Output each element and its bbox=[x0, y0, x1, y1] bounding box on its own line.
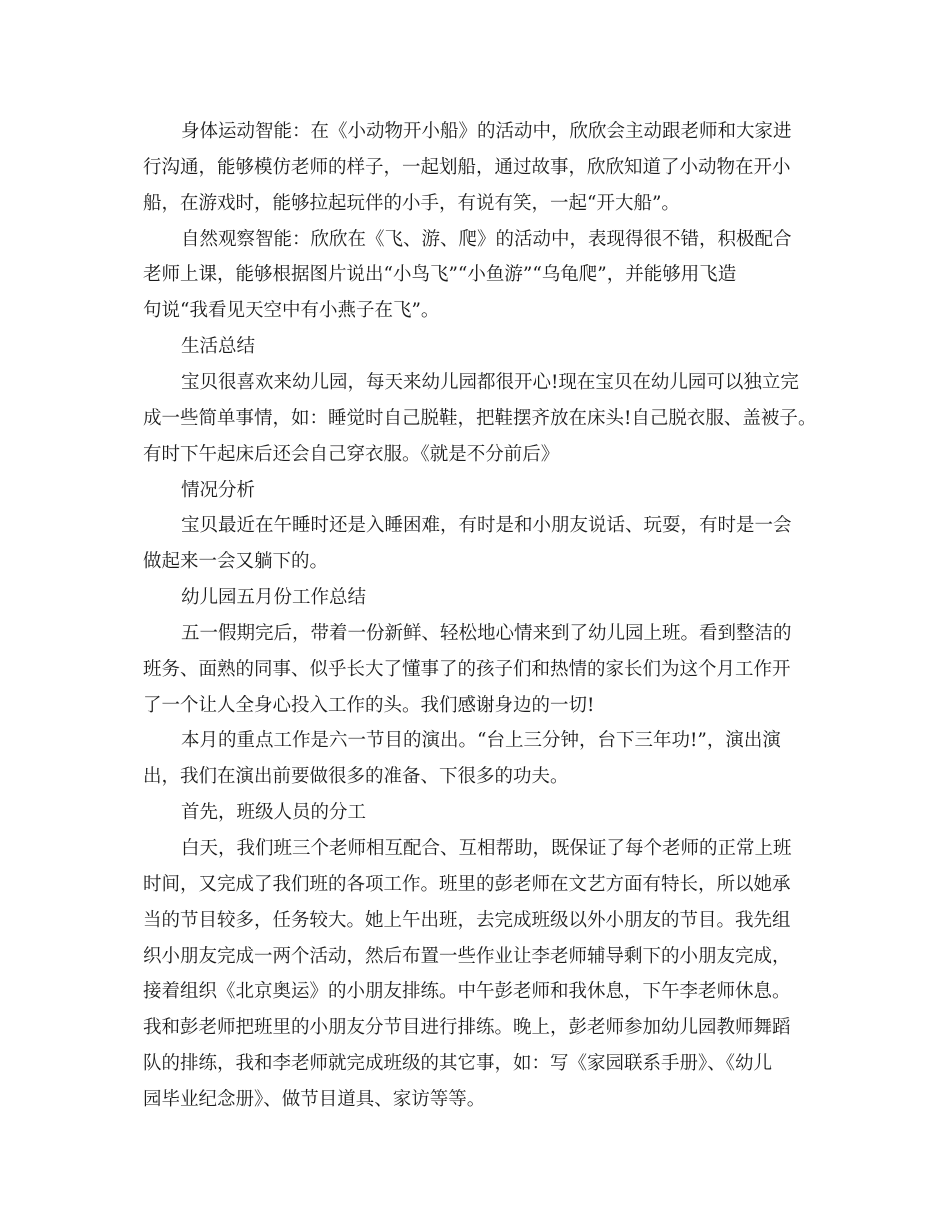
paragraph-first-line: 白天，我们班三个老师相互配合、互相帮助，既保证了每个老师的正常上班 bbox=[181, 838, 792, 859]
paragraph-first-line: 生活总结 bbox=[181, 336, 256, 358]
paragraph-line: 了一个让人全身心投入工作的头。我们感谢身边的一切! bbox=[143, 694, 595, 716]
paragraph-line: 老师上课，能够根据图片说出“小鸟飞”“小鱼游”“乌龟爬”，并能够用飞造 bbox=[143, 264, 737, 286]
paragraph-first-line: 宝贝最近在午睡时还是入睡困难，有时是和小朋友说话、玩耍，有时是一会 bbox=[181, 515, 792, 537]
paragraph-line: 做起来一会又躺下的。 bbox=[143, 551, 329, 573]
paragraph-first-line: 自然观察智能：欣欣在《飞、游、爬》的活动中，表现得很不错，积极配合 bbox=[181, 228, 792, 250]
paragraph-line: 我和彭老师把班里的小朋友分节目进行排练。晚上，彭老师参加幼儿园教师舞蹈 bbox=[143, 1017, 791, 1039]
paragraph-line: 织小朋友完成一两个活动，然后布置一些作业让李老师辅导剩下的小朋友完成， bbox=[143, 945, 791, 967]
paragraph-line: 成一些简单事情，如：睡觉时自己脱鞋，把鞋摆齐放在床头!自己脱衣服、盖被子。 bbox=[143, 407, 817, 429]
paragraph-line: 时间，又完成了我们班的各项工作。班里的彭老师在文艺方面有特长，所以她承 bbox=[143, 873, 791, 895]
paragraph-line: 队的排练，我和李老师就完成班级的其它事，如：写《家园联系手册》、《幼儿 bbox=[143, 1053, 773, 1075]
paragraph-line: 有时下午起床后还会自己穿衣服。《就是不分前后》 bbox=[143, 443, 560, 465]
paragraph-line: 班务、面熟的同事、似乎长大了懂事了的孩子们和热情的家长们为这个月工作开 bbox=[143, 658, 791, 680]
paragraph-first-line: 宝贝很喜欢来幼儿园，每天来幼儿园都很开心!现在宝贝在幼儿园可以独立完 bbox=[181, 371, 799, 393]
paragraph-first-line: 五一假期完后，带着一份新鲜、轻松地心情来到了幼儿园上班。看到整洁的 bbox=[181, 622, 792, 644]
paragraph-first-line: 情况分析 bbox=[181, 479, 256, 501]
paragraph-first-line: 本月的重点工作是六一节目的演出。“台上三分钟，台下三年功!”，演出演 bbox=[181, 730, 781, 752]
paragraph-line: 句说“我看见天空中有小燕子在飞”。 bbox=[143, 300, 440, 322]
paragraph-first-line: 幼儿园五月份工作总结 bbox=[181, 587, 367, 609]
paragraph-line: 出，我们在演出前要做很多的准备、下很多的功夫。 bbox=[143, 766, 569, 788]
paragraph-line: 当的节目较多，任务较大。她上午出班，去完成班级以外小朋友的节目。我先组 bbox=[143, 909, 791, 931]
paragraph-line: 接着组织《北京奥运》的小朋友排练。中午彭老师和我休息，下午李老师休息。 bbox=[143, 981, 791, 1003]
paragraph-line: 行沟通，能够模仿老师的样子，一起划船，通过故事，欣欣知道了小动物在开小 bbox=[143, 156, 791, 178]
paragraph-first-line: 首先，班级人员的分工 bbox=[181, 802, 367, 824]
paragraph-line: 船，在游戏时，能够拉起玩伴的小手，有说有笑，一起“开大船”。 bbox=[143, 192, 680, 214]
paragraph-first-line: 身体运动智能：在《小动物开小船》的活动中，欣欣会主动跟老师和大家进 bbox=[181, 121, 792, 142]
paragraph-line: 园毕业纪念册》、做节目道具、家访等等。 bbox=[143, 1088, 486, 1110]
